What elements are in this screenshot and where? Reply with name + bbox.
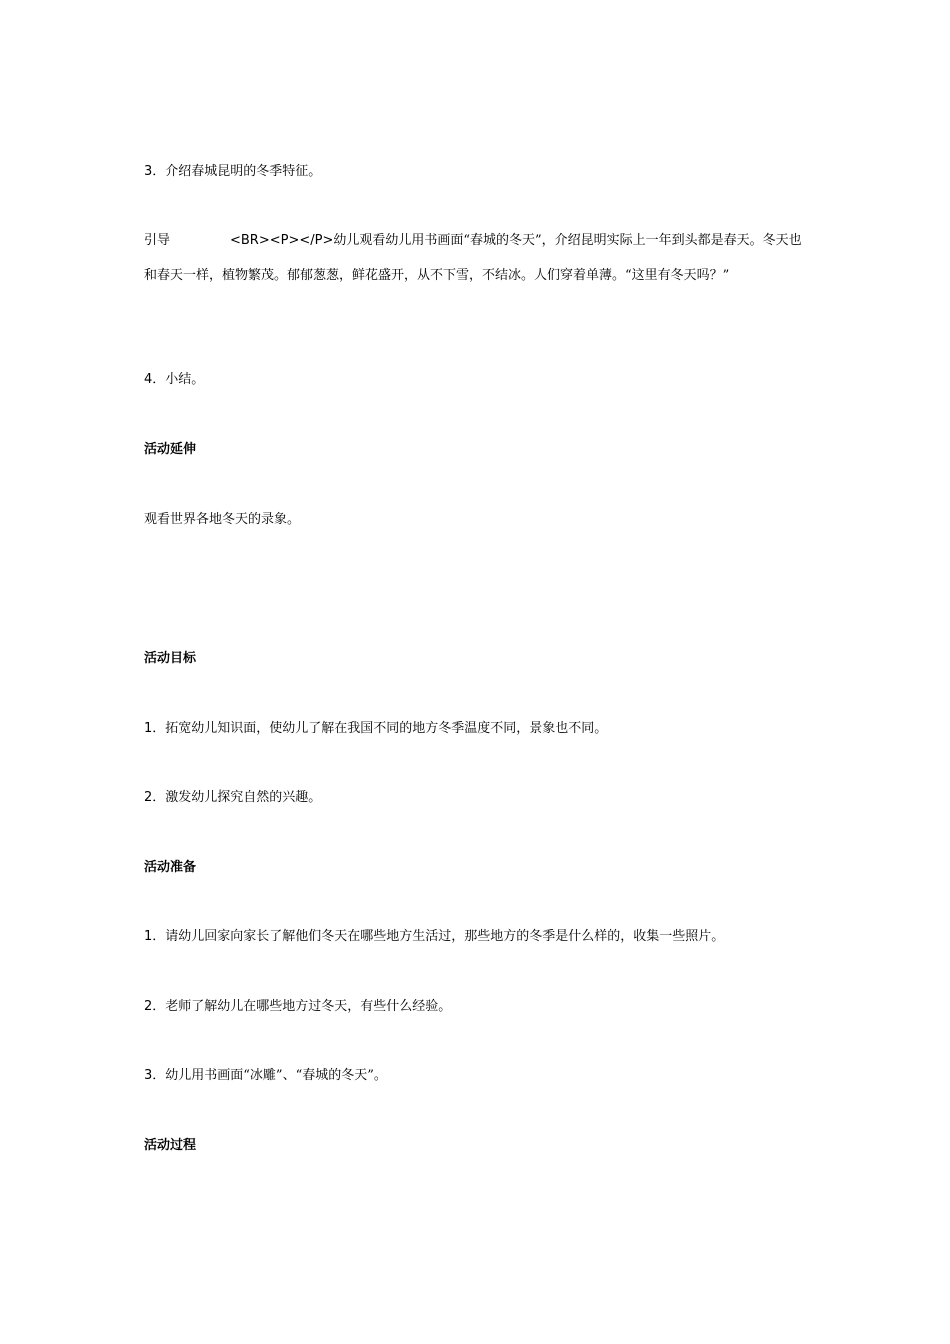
item-text: 请幼儿回家向家长了解他们冬天在哪些地方生活过，那些地方的冬季是什么样的，收集一些照片。 bbox=[165, 929, 725, 944]
prep-item-1 bbox=[144, 919, 806, 954]
guide-label: 引导 bbox=[144, 233, 171, 248]
goal-item-1 bbox=[144, 711, 806, 746]
item-number: 1． bbox=[144, 721, 166, 736]
process-step-4 bbox=[144, 362, 806, 397]
item-number: 1． bbox=[144, 929, 166, 944]
item-number: 2． bbox=[144, 999, 166, 1014]
html-tag-text: <BR><P></P> bbox=[230, 233, 334, 248]
prep-item-2 bbox=[144, 989, 806, 1024]
goal-item-2 bbox=[144, 780, 806, 815]
item-text: 幼儿用书画面“冰雕”、“春城的冬天”。 bbox=[165, 1068, 387, 1083]
guide-paragraph bbox=[144, 223, 806, 293]
item-text: 拓宽幼儿知识面，使幼儿了解在我国不同的地方冬季温度不同，景象也不同。 bbox=[165, 721, 608, 736]
item-number: 2． bbox=[144, 790, 166, 805]
item-number: 3． bbox=[144, 1068, 166, 1083]
guide-text: 幼儿观看幼儿用书画面“春城的冬天”，介绍昆明实际上一年到头都是春天。冬天也和春天一样，植物繁茂。郁郁葱葱，鲜花盛开，从不下雪，不结冰。人们穿着单薄。“这里有冬天吗？” bbox=[144, 233, 802, 283]
step-number: 4． bbox=[144, 372, 166, 387]
step-text: 小结。 bbox=[165, 372, 205, 387]
process-heading: 活动过程 bbox=[144, 1138, 197, 1153]
step-text: 介绍春城昆明的冬季特征。 bbox=[165, 164, 322, 179]
item-text: 老师了解幼儿在哪些地方过冬天，有些什么经验。 bbox=[165, 999, 452, 1014]
prep-heading: 活动准备 bbox=[144, 860, 197, 875]
process-step-3 bbox=[144, 154, 806, 189]
prep-item-3 bbox=[144, 1058, 806, 1093]
goal-heading: 活动目标 bbox=[144, 651, 197, 666]
extension-text: 观看世界各地冬天的录象。 bbox=[144, 512, 301, 527]
extension-heading: 活动延伸 bbox=[144, 442, 197, 457]
item-text: 激发幼儿探究自然的兴趣。 bbox=[165, 790, 322, 805]
step-number: 3． bbox=[144, 164, 166, 179]
